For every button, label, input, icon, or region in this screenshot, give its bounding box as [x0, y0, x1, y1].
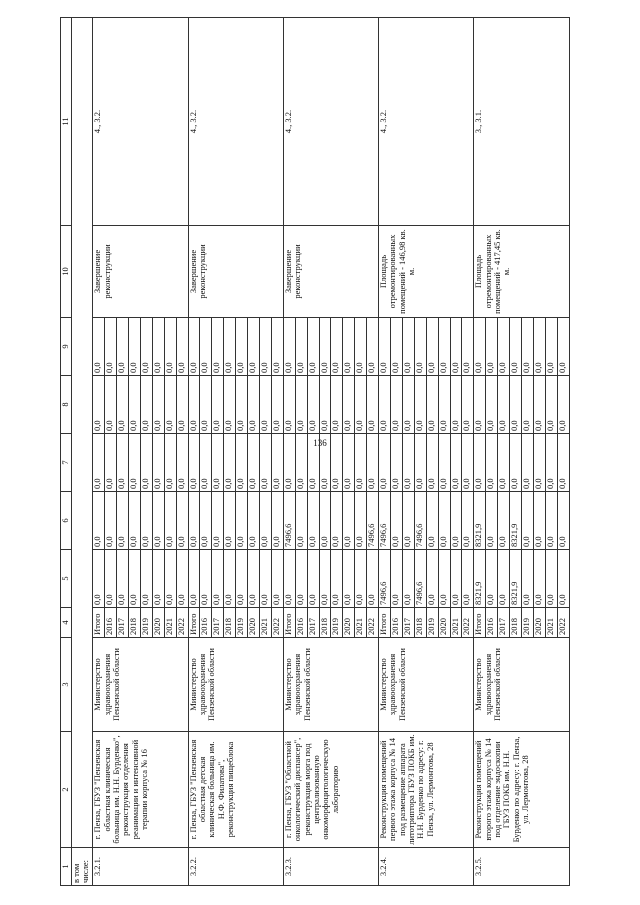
year-cell: 2020 [533, 608, 545, 638]
value-cell-c9: 0,0 [152, 318, 164, 376]
year-cell: 2019 [140, 608, 152, 638]
value-cell-c7: 0,0 [557, 434, 569, 492]
program-table [60, 17, 570, 886]
value-cell-c9: 0,0 [283, 318, 295, 376]
value-cell-c6: 0,0 [176, 492, 188, 550]
value-cell-c5: 0,0 [248, 550, 260, 608]
value-cell-c7: 0,0 [319, 434, 331, 492]
value-cell-c8: 0,0 [129, 376, 141, 434]
value-cell-c7: 0,0 [260, 434, 272, 492]
value-cell-c7: 0,0 [462, 434, 474, 492]
value-cell-c8: 0,0 [557, 376, 569, 434]
executor-cell: Министерство здравоохранения Пензенской области [283, 638, 378, 732]
reference-cell: 4., 3.2. [93, 18, 188, 226]
value-cell-c6: 0,0 [164, 492, 176, 550]
row-number-cell: 3.2.4. [379, 848, 474, 886]
value-cell-c7: 0,0 [402, 434, 414, 492]
table-row [283, 18, 295, 886]
value-cell-c8: 0,0 [260, 376, 272, 434]
year-cell: 2022 [462, 608, 474, 638]
value-cell-c6: 0,0 [355, 492, 367, 550]
row-number-cell: 3.2.1. [93, 848, 188, 886]
year-cell: 2016 [295, 608, 307, 638]
value-cell-c6: 0,0 [140, 492, 152, 550]
value-cell-c8: 0,0 [510, 376, 522, 434]
value-cell-c9: 0,0 [462, 318, 474, 376]
year-cell: Итого [188, 608, 200, 638]
value-cell-c7: 0,0 [355, 434, 367, 492]
value-cell-c5: 0,0 [402, 550, 414, 608]
value-cell-c5: 0,0 [331, 550, 343, 608]
header-cell: 6 [61, 492, 72, 550]
year-cell: 2021 [260, 608, 272, 638]
value-cell-c5: 0,0 [295, 550, 307, 608]
value-cell-c9: 0,0 [271, 318, 283, 376]
event-name-cell: Реконструкция помещений первого этажа корпуса № 14 под размещение аппарата литотриптора ГБУЗ ПОКБ им. Н.Н. Бурденко по адресу: г. Пенза, ул. Лермонтова, 28 [379, 732, 474, 848]
reference-cell: 4., 3.2. [379, 18, 474, 226]
intro-row [72, 18, 93, 886]
value-cell-c8: 0,0 [283, 376, 295, 434]
year-cell: Итого [93, 608, 105, 638]
value-cell-c6: 0,0 [545, 492, 557, 550]
value-cell-c5: 8321,9 [474, 550, 486, 608]
value-cell-c9: 0,0 [486, 318, 498, 376]
value-cell-c6: 8321,9 [510, 492, 522, 550]
value-cell-c7: 0,0 [438, 434, 450, 492]
value-cell-c8: 0,0 [367, 376, 379, 434]
value-cell-c6: 0,0 [557, 492, 569, 550]
value-cell-c9: 0,0 [450, 318, 462, 376]
value-cell-c7: 0,0 [188, 434, 200, 492]
value-cell-c9: 0,0 [295, 318, 307, 376]
value-cell-c7: 0,0 [105, 434, 117, 492]
value-cell-c7: 0,0 [271, 434, 283, 492]
value-cell-c8: 0,0 [343, 376, 355, 434]
value-cell-c5: 0,0 [212, 550, 224, 608]
header-cell: 2 [61, 732, 72, 848]
year-cell: 2021 [164, 608, 176, 638]
intro-label: в том числе: [72, 848, 93, 886]
value-cell-c5: 0,0 [355, 550, 367, 608]
value-cell-c9: 0,0 [402, 318, 414, 376]
value-cell-c6: 0,0 [498, 492, 510, 550]
value-cell-c8: 0,0 [152, 376, 164, 434]
value-cell-c8: 0,0 [236, 376, 248, 434]
value-cell-c8: 0,0 [117, 376, 129, 434]
value-cell-c7: 0,0 [152, 434, 164, 492]
value-cell-c8: 0,0 [438, 376, 450, 434]
value-cell-c6: 0,0 [319, 492, 331, 550]
header-row [61, 18, 72, 886]
value-cell-c5: 0,0 [93, 550, 105, 608]
result-cell: Площадь отремонтированных помещений - 146,98 кв. м. [379, 226, 474, 318]
value-cell-c9: 0,0 [307, 318, 319, 376]
value-cell-c8: 0,0 [533, 376, 545, 434]
value-cell-c7: 0,0 [510, 434, 522, 492]
value-cell-c7: 0,0 [498, 434, 510, 492]
value-cell-c5: 8321,9 [510, 550, 522, 608]
value-cell-c5: 0,0 [521, 550, 533, 608]
value-cell-c6: 0,0 [117, 492, 129, 550]
value-cell-c6: 0,0 [307, 492, 319, 550]
year-cell: 2019 [521, 608, 533, 638]
value-cell-c8: 0,0 [307, 376, 319, 434]
value-cell-c9: 0,0 [557, 318, 569, 376]
header-cell: 11 [61, 18, 72, 226]
value-cell-c7: 0,0 [224, 434, 236, 492]
value-cell-c5: 0,0 [152, 550, 164, 608]
value-cell-c6: 0,0 [260, 492, 272, 550]
value-cell-c8: 0,0 [498, 376, 510, 434]
value-cell-c5: 0,0 [260, 550, 272, 608]
event-name-cell: Реконструкция помещений второго этажа корпуса № 14 под отделение эндоскопии ГБУЗ ПОКБ им. Н.Н. Бурденко по адресу: г. Пенза, ул. Лермонтова, 28 [474, 732, 570, 848]
value-cell-c7: 0,0 [117, 434, 129, 492]
value-cell-c8: 0,0 [164, 376, 176, 434]
value-cell-c5: 0,0 [176, 550, 188, 608]
year-cell: 2017 [498, 608, 510, 638]
table-body [72, 18, 570, 886]
value-cell-c6: 7496,6 [283, 492, 295, 550]
value-cell-c8: 0,0 [486, 376, 498, 434]
value-cell-c8: 0,0 [140, 376, 152, 434]
value-cell-c6: 0,0 [224, 492, 236, 550]
value-cell-c7: 0,0 [307, 434, 319, 492]
value-cell-c9: 0,0 [200, 318, 212, 376]
value-cell-c7: 0,0 [426, 434, 438, 492]
event-name-cell: г. Пенза, ГБУЗ "Пензенская областная клиническая больница им. Н.Н. Бурденко", реконструкция отделения реанимации и интенсивной терапии корпуса № 16 [93, 732, 188, 848]
value-cell-c6: 0,0 [450, 492, 462, 550]
value-cell-c8: 0,0 [426, 376, 438, 434]
value-cell-c7: 0,0 [140, 434, 152, 492]
table-row [379, 18, 391, 886]
header-cell: 3 [61, 638, 72, 732]
year-cell: 2017 [307, 608, 319, 638]
year-cell: 2018 [319, 608, 331, 638]
value-cell-c9: 0,0 [438, 318, 450, 376]
value-cell-c9: 0,0 [379, 318, 391, 376]
year-cell: 2020 [438, 608, 450, 638]
value-cell-c9: 0,0 [355, 318, 367, 376]
value-cell-c7: 0,0 [129, 434, 141, 492]
value-cell-c9: 0,0 [224, 318, 236, 376]
value-cell-c7: 0,0 [367, 434, 379, 492]
value-cell-c7: 0,0 [331, 434, 343, 492]
value-cell-c7: 0,0 [486, 434, 498, 492]
value-cell-c8: 0,0 [545, 376, 557, 434]
value-cell-c9: 0,0 [188, 318, 200, 376]
header-cell: 5 [61, 550, 72, 608]
reference-cell: 4., 3.2. [283, 18, 378, 226]
header-cell: 1 [61, 848, 72, 886]
value-cell-c8: 0,0 [200, 376, 212, 434]
value-cell-c6: 0,0 [152, 492, 164, 550]
value-cell-c7: 0,0 [545, 434, 557, 492]
year-cell: 2022 [557, 608, 569, 638]
value-cell-c7: 0,0 [248, 434, 260, 492]
value-cell-c8: 0,0 [462, 376, 474, 434]
value-cell-c5: 0,0 [271, 550, 283, 608]
value-cell-c9: 0,0 [498, 318, 510, 376]
row-number-cell: 3.2.2. [188, 848, 283, 886]
header-cell: 7 [61, 434, 72, 492]
value-cell-c8: 0,0 [224, 376, 236, 434]
value-cell-c6: 7496,6 [414, 492, 426, 550]
value-cell-c6: 0,0 [533, 492, 545, 550]
year-cell: Итого [474, 608, 486, 638]
value-cell-c6: 0,0 [188, 492, 200, 550]
value-cell-c5: 7496,6 [379, 550, 391, 608]
header-cell: 4 [61, 608, 72, 638]
value-cell-c7: 0,0 [379, 434, 391, 492]
value-cell-c5: 0,0 [498, 550, 510, 608]
result-cell: Завершение реконструкции [93, 226, 188, 318]
value-cell-c6: 0,0 [248, 492, 260, 550]
value-cell-c6: 0,0 [271, 492, 283, 550]
executor-cell: Министерство здравоохранения Пензенской области [93, 638, 188, 732]
value-cell-c8: 0,0 [295, 376, 307, 434]
value-cell-c6: 0,0 [402, 492, 414, 550]
value-cell-c9: 0,0 [176, 318, 188, 376]
value-cell-c5: 7496,6 [414, 550, 426, 608]
result-cell: Завершение реконструкции [188, 226, 283, 318]
value-cell-c7: 0,0 [176, 434, 188, 492]
value-cell-c5: 0,0 [367, 550, 379, 608]
value-cell-c7: 0,0 [533, 434, 545, 492]
value-cell-c7: 0,0 [343, 434, 355, 492]
year-cell: 2019 [331, 608, 343, 638]
value-cell-c8: 0,0 [450, 376, 462, 434]
value-cell-c9: 0,0 [140, 318, 152, 376]
year-cell: 2018 [224, 608, 236, 638]
value-cell-c5: 0,0 [390, 550, 402, 608]
year-cell: 2022 [271, 608, 283, 638]
value-cell-c5: 0,0 [462, 550, 474, 608]
value-cell-c6: 8321,9 [474, 492, 486, 550]
executor-cell: Министерство здравоохранения Пензенской области [474, 638, 570, 732]
value-cell-c6: 0,0 [426, 492, 438, 550]
year-cell: 2021 [450, 608, 462, 638]
value-cell-c5: 0,0 [283, 550, 295, 608]
value-cell-c5: 0,0 [450, 550, 462, 608]
reference-cell: 4., 3.2. [188, 18, 283, 226]
value-cell-c8: 0,0 [105, 376, 117, 434]
value-cell-c9: 0,0 [117, 318, 129, 376]
value-cell-c9: 0,0 [248, 318, 260, 376]
table-row [93, 18, 105, 886]
value-cell-c9: 0,0 [414, 318, 426, 376]
value-cell-c9: 0,0 [533, 318, 545, 376]
value-cell-c9: 0,0 [390, 318, 402, 376]
executor-cell: Министерство здравоохранения Пензенской области [379, 638, 474, 732]
value-cell-c8: 0,0 [414, 376, 426, 434]
value-cell-c7: 0,0 [390, 434, 402, 492]
value-cell-c8: 0,0 [212, 376, 224, 434]
year-cell: 2021 [545, 608, 557, 638]
year-cell: 2020 [248, 608, 260, 638]
value-cell-c7: 0,0 [200, 434, 212, 492]
value-cell-c9: 0,0 [212, 318, 224, 376]
event-name-cell: г. Пенза, ГБУЗ "Пензенская областная детская клиническая больница им. Н.Ф. Филатова", реконструкция пищеблока [188, 732, 283, 848]
value-cell-c9: 0,0 [474, 318, 486, 376]
value-cell-c5: 0,0 [307, 550, 319, 608]
value-cell-c6: 0,0 [212, 492, 224, 550]
value-cell-c8: 0,0 [390, 376, 402, 434]
year-cell: 2017 [212, 608, 224, 638]
value-cell-c7: 0,0 [283, 434, 295, 492]
result-cell: Площадь отремонтированных помещений - 417,45 кв. м. [474, 226, 570, 318]
value-cell-c6: 0,0 [200, 492, 212, 550]
value-cell-c7: 0,0 [295, 434, 307, 492]
value-cell-c7: 0,0 [521, 434, 533, 492]
value-cell-c7: 0,0 [93, 434, 105, 492]
value-cell-c8: 0,0 [248, 376, 260, 434]
value-cell-c9: 0,0 [260, 318, 272, 376]
value-cell-c8: 0,0 [331, 376, 343, 434]
table-row [188, 18, 200, 886]
reference-cell: 3., 3.1. [474, 18, 570, 226]
value-cell-c9: 0,0 [367, 318, 379, 376]
event-name-cell: г. Пенза, ГБУЗ "Областной онкологический диспансер", реконструкция морга под централизованную онкоморфоцитологическую лабораторию [283, 732, 378, 848]
value-cell-c6: 0,0 [295, 492, 307, 550]
value-cell-c9: 0,0 [545, 318, 557, 376]
value-cell-c6: 0,0 [105, 492, 117, 550]
row-number-cell: 3.2.5. [474, 848, 570, 886]
value-cell-c6: 0,0 [438, 492, 450, 550]
value-cell-c6: 0,0 [129, 492, 141, 550]
row-number-cell: 3.2.3. [283, 848, 378, 886]
year-cell: 2019 [236, 608, 248, 638]
value-cell-c7: 0,0 [236, 434, 248, 492]
value-cell-c5: 0,0 [438, 550, 450, 608]
year-cell: 2020 [152, 608, 164, 638]
value-cell-c5: 0,0 [164, 550, 176, 608]
value-cell-c8: 0,0 [521, 376, 533, 434]
year-cell: Итого [379, 608, 391, 638]
value-cell-c9: 0,0 [343, 318, 355, 376]
value-cell-c9: 0,0 [521, 318, 533, 376]
value-cell-c5: 0,0 [319, 550, 331, 608]
year-cell: 2020 [343, 608, 355, 638]
value-cell-c9: 0,0 [93, 318, 105, 376]
value-cell-c8: 0,0 [271, 376, 283, 434]
value-cell-c8: 0,0 [93, 376, 105, 434]
value-cell-c9: 0,0 [105, 318, 117, 376]
year-cell: 2022 [367, 608, 379, 638]
value-cell-c8: 0,0 [319, 376, 331, 434]
year-cell: 2018 [129, 608, 141, 638]
value-cell-c8: 0,0 [355, 376, 367, 434]
value-cell-c5: 0,0 [533, 550, 545, 608]
header-cell: 10 [61, 226, 72, 318]
year-cell: 2017 [402, 608, 414, 638]
year-cell: 2021 [355, 608, 367, 638]
year-cell: 2019 [426, 608, 438, 638]
value-cell-c5: 0,0 [236, 550, 248, 608]
value-cell-c6: 7496,6 [367, 492, 379, 550]
year-cell: 2016 [390, 608, 402, 638]
year-cell: 2022 [176, 608, 188, 638]
page-number: 136 [313, 438, 327, 448]
value-cell-c9: 0,0 [426, 318, 438, 376]
value-cell-c5: 0,0 [188, 550, 200, 608]
result-cell: Завершение реконструкции [283, 226, 378, 318]
value-cell-c5: 0,0 [224, 550, 236, 608]
intro-empty [72, 18, 93, 848]
header-cell: 8 [61, 376, 72, 434]
value-cell-c8: 0,0 [379, 376, 391, 434]
value-cell-c7: 0,0 [414, 434, 426, 492]
year-cell: 2016 [200, 608, 212, 638]
year-cell: 2017 [117, 608, 129, 638]
value-cell-c5: 0,0 [117, 550, 129, 608]
value-cell-c6: 0,0 [343, 492, 355, 550]
value-cell-c5: 0,0 [557, 550, 569, 608]
value-cell-c8: 0,0 [402, 376, 414, 434]
value-cell-c9: 0,0 [129, 318, 141, 376]
value-cell-c7: 0,0 [212, 434, 224, 492]
value-cell-c6: 0,0 [462, 492, 474, 550]
year-cell: 2016 [486, 608, 498, 638]
value-cell-c6: 0,0 [486, 492, 498, 550]
year-cell: 2016 [105, 608, 117, 638]
executor-cell: Министерство здравоохранения Пензенской области [188, 638, 283, 732]
value-cell-c9: 0,0 [164, 318, 176, 376]
value-cell-c9: 0,0 [319, 318, 331, 376]
year-cell: Итого [283, 608, 295, 638]
value-cell-c9: 0,0 [510, 318, 522, 376]
value-cell-c7: 0,0 [474, 434, 486, 492]
value-cell-c8: 0,0 [188, 376, 200, 434]
value-cell-c6: 7496,6 [379, 492, 391, 550]
value-cell-c6: 0,0 [236, 492, 248, 550]
value-cell-c5: 0,0 [200, 550, 212, 608]
table-row [474, 18, 486, 886]
value-cell-c6: 0,0 [390, 492, 402, 550]
value-cell-c5: 0,0 [140, 550, 152, 608]
value-cell-c9: 0,0 [236, 318, 248, 376]
value-cell-c6: 0,0 [521, 492, 533, 550]
value-cell-c7: 0,0 [164, 434, 176, 492]
value-cell-c5: 0,0 [105, 550, 117, 608]
value-cell-c5: 0,0 [129, 550, 141, 608]
value-cell-c5: 0,0 [426, 550, 438, 608]
year-cell: 2018 [510, 608, 522, 638]
header-cell: 9 [61, 318, 72, 376]
value-cell-c8: 0,0 [176, 376, 188, 434]
year-cell: 2018 [414, 608, 426, 638]
value-cell-c5: 0,0 [343, 550, 355, 608]
rotated-table-container [60, 18, 570, 886]
value-cell-c5: 0,0 [486, 550, 498, 608]
value-cell-c7: 0,0 [450, 434, 462, 492]
value-cell-c6: 0,0 [93, 492, 105, 550]
value-cell-c6: 0,0 [331, 492, 343, 550]
value-cell-c8: 0,0 [474, 376, 486, 434]
value-cell-c5: 0,0 [545, 550, 557, 608]
value-cell-c9: 0,0 [331, 318, 343, 376]
